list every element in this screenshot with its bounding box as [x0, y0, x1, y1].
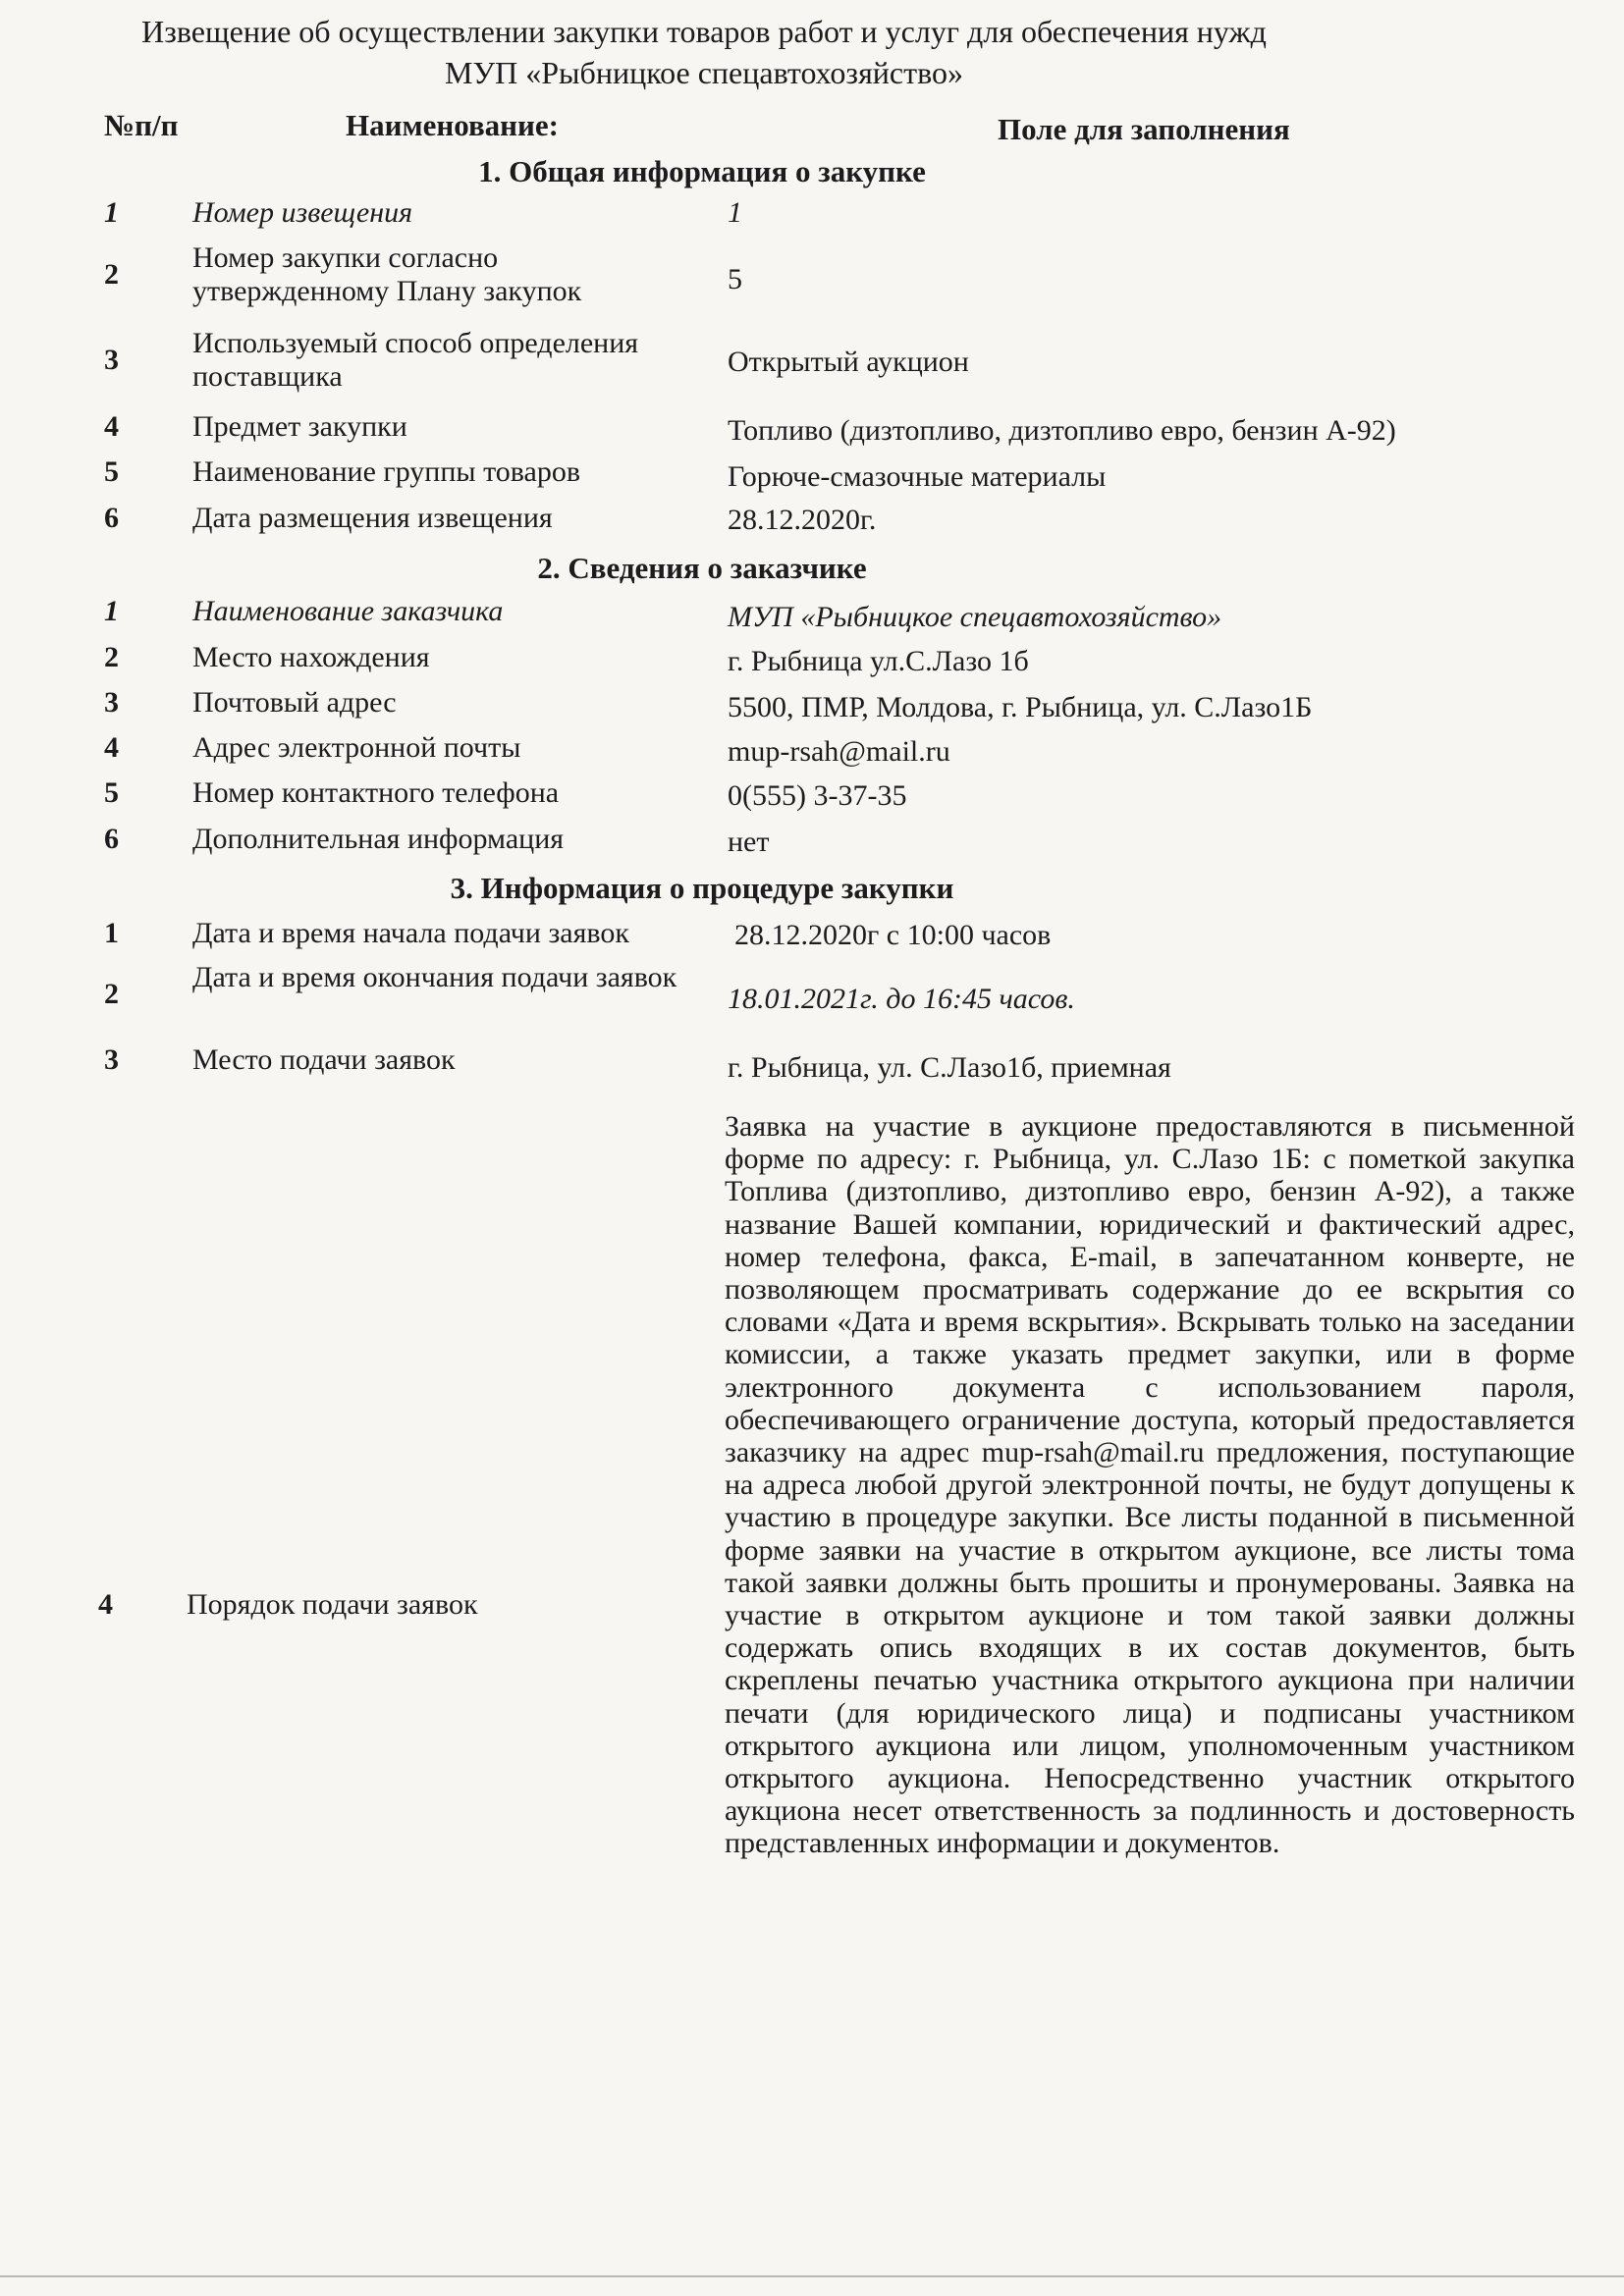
row-label: Предмет закупки — [192, 410, 407, 443]
row-number: 4 — [98, 1588, 113, 1621]
row-label: Место подачи заявок — [192, 1043, 456, 1076]
row-label: Дата размещения извещения — [192, 502, 553, 534]
row-label: Наименование группы товаров — [192, 455, 581, 488]
row-label: Номер извещения — [192, 196, 413, 229]
row-value: 5 — [728, 263, 742, 295]
row-number: 1 — [104, 595, 119, 627]
row-value: МУП «Рыбницкое спецавтохозяйство» — [728, 601, 1222, 633]
row-number: 4 — [104, 410, 119, 443]
column-header-value: Поле для заполнения — [998, 112, 1290, 146]
section-title: 1. Общая информация о закупке — [478, 154, 926, 188]
row-label: Дополнительная информация — [192, 823, 565, 855]
row-value: Горюче-смазочные материалы — [728, 460, 1107, 493]
row-number: 6 — [104, 823, 119, 855]
row-number: 3 — [104, 686, 119, 719]
row-number: 2 — [104, 978, 119, 1010]
column-header-num: №п/п — [104, 108, 179, 142]
row-number: 2 — [104, 258, 119, 291]
section-title: 3. Информация о процедуре закупки — [450, 871, 954, 905]
row-value: 18.01.2021г. до 16:45 часов. — [728, 983, 1075, 1015]
row-label: Номер контактного телефона — [192, 776, 560, 809]
row-value: mup-rsah@mail.ru — [728, 735, 950, 768]
row-label: Номер закупки согласно утвержденному Плану закупок — [192, 241, 582, 307]
row-number: 3 — [104, 344, 119, 376]
row-number: 2 — [104, 641, 119, 673]
row-number: 4 — [104, 731, 119, 764]
column-header-name: Наименование: — [346, 108, 559, 142]
row-label: Используемый способ определения поставщика — [192, 327, 639, 393]
row-number: 1 — [104, 196, 119, 229]
row-number: 3 — [104, 1043, 119, 1076]
row-number: 5 — [104, 455, 119, 488]
row-value: 0(555) 3-37-35 — [728, 779, 907, 812]
row-value: Топливо (дизтопливо, дизтопливо евро, бензин А-92) — [728, 414, 1396, 447]
row-label: Место нахождения — [192, 641, 430, 673]
row-label: Адрес электронной почты — [192, 731, 521, 764]
document-title-line2: МУП «Рыбницкое спецавтохозяйство» — [445, 55, 963, 90]
row-label: Порядок подачи заявок — [187, 1588, 478, 1621]
section-title: 2. Сведения о заказчике — [537, 551, 867, 585]
row-label: Почтовый адрес — [192, 686, 397, 719]
row-number: 1 — [104, 917, 119, 949]
row-value: нет — [728, 826, 770, 858]
row-value: 1 — [728, 196, 742, 229]
row-value: 28.12.2020г с 10:00 часов — [734, 919, 1052, 951]
row-value: г. Рыбница ул.С.Лазо 1б — [728, 645, 1029, 677]
row-label: Дата и время начала подачи заявок — [192, 917, 629, 949]
row-value: 5500, ПМР, Молдова, г. Рыбница, ул. С.Лазо1Б — [728, 691, 1313, 723]
row-value: г. Рыбница, ул. С.Лазо1б, приемная — [728, 1051, 1171, 1084]
page-bottom-divider — [0, 2275, 1624, 2277]
row-value: Открытый аукцион — [728, 346, 969, 378]
document-title-line1: Извещение об осуществлении закупки товаров работ и услуг для обеспечения нужд — [141, 14, 1267, 49]
row-value: 28.12.2020г. — [728, 504, 877, 536]
row-number: 5 — [104, 776, 119, 809]
row-label: Дата и время окончания подачи заявок — [192, 961, 677, 993]
row-number: 6 — [104, 502, 119, 534]
row-label: Наименование заказчика — [192, 595, 504, 627]
row-value: Заявка на участие в аукционе предоставляются в письменной форме по адресу: г. Рыбница, ул. С.Лазо 1Б: с пометкой закупка Топлива (дизтопливо, дизтопливо евро, бензин А-92), а также название Вашей компании, юридический и фактический адрес, номер телефона, факса, E-mail, в запечатанном конверте, не позволяющем просматривать содержание до ее вскрытия со словами «Дата и время вскрытия». Вскрывать только на заседании комиссии, а также указать предмет закупки, или в форме электронного документа с использованием пароля, обеспечивающего ограничение доступа, который предоставляется заказчику на адрес mup-rsah@mail.ru предложения, поступающие на адреса любой другой электронной почты, не будут допущены к участию в процедуре закупки. Все листы поданной в письменной форме заявки на участие в открытом аукционе, все листы тома такой заявки должны быть прошиты и пронумерованы. Заявка на участие в открытом аукционе и том такой заявки должны содержать опись входящих в их состав документов, быть скреплены печатью участника открытого аукциона при наличии печати (для юридического лица) и подписаны участником открытого аукциона или лицом, уполномоченным участником открытого аукциона. Непосредственно участник открытого аукциона несет ответственность за подлинность и достоверность представленных информации и документов. — [725, 1110, 1575, 1860]
